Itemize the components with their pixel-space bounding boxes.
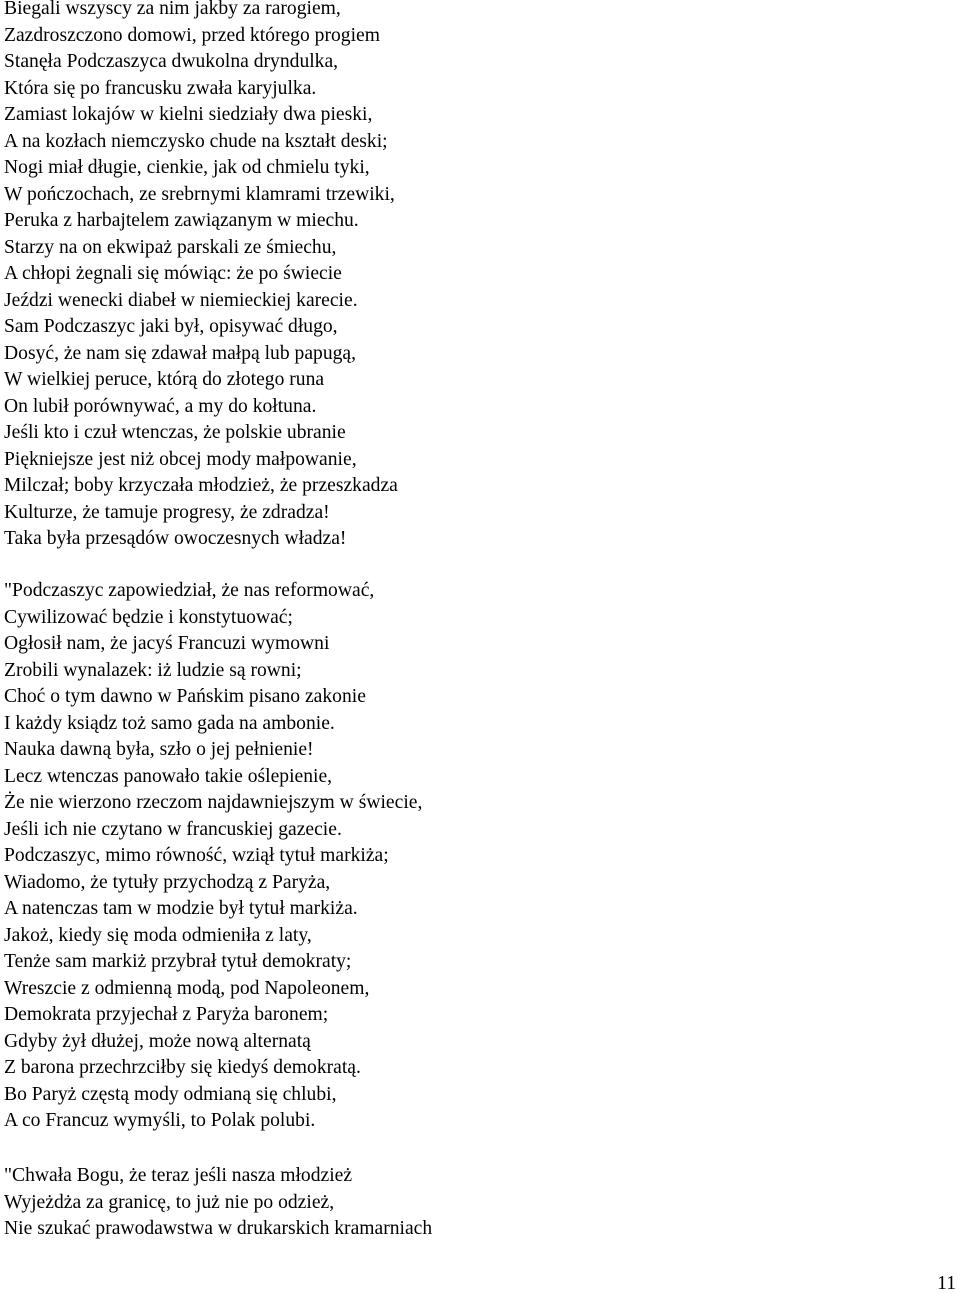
verse-line: Ogłosił nam, że jacyś Francuzi wymowni xyxy=(4,633,330,654)
verse-line: A chłopi żegnali się mówiąc: że po świecie xyxy=(4,263,342,284)
verse-line: Zamiast lokajów w kielni siedziały dwa pieski, xyxy=(4,104,373,125)
verse-line: Dosyć, że nam się zdawał małpą lub papugą, xyxy=(4,342,357,364)
verse-line: Jakoż, kiedy się moda odmieniła z laty, xyxy=(4,924,312,946)
verse-line: Nauka dawną była, szło o jej pełnienie! xyxy=(4,739,314,760)
verse-line: Nie szukać prawodawstwa w drukarskich kramarniach xyxy=(4,1218,433,1239)
verse-line: Że nie wierzono rzeczom najdawniejszym w świecie, xyxy=(4,792,423,813)
verse-line: "Podczaszyc zapowiedział, że nas reformować, xyxy=(4,580,375,601)
verse-line: "Chwała Bogu, że teraz jeśli nasza młodzież xyxy=(4,1165,353,1186)
verse-line: Demokrata przyjechał z Paryża baronem; xyxy=(4,1004,329,1025)
verse-line: Zrobili wynalazek: iż ludzie są rowni; xyxy=(4,659,302,681)
verse-line: Nogi miał długie, cienkie, jak od chmielu tyki, xyxy=(4,157,370,178)
verse-line: Wiadomo, że tytuły przychodzą z Paryża, xyxy=(4,871,331,893)
verse-line: Zazdroszczono domowi, przed którego progiem xyxy=(4,24,380,46)
verse-line: Bo Paryż częstą mody odmianą się chlubi, xyxy=(4,1083,337,1105)
verse-line: A natenczas tam w modzie był tytuł markiża. xyxy=(4,898,358,919)
verse-line: Wreszcie z odmienną modą, pod Napoleonem, xyxy=(4,977,370,999)
verse-line: On lubił porównywać, a my do kołtuna. xyxy=(4,395,317,417)
verse-line: Kulturze, że tamuje progresy, że zdradza! xyxy=(4,501,330,523)
stanza-2 xyxy=(4,578,422,1135)
verse-line: Biegali wszyscy za nim jakby za rarogiem, xyxy=(4,0,341,19)
page-number: 11 xyxy=(937,1273,956,1294)
verse-line: Sam Podczaszyc jaki był, opisywać długo, xyxy=(4,316,338,337)
verse-line: Lecz wtenczas panowało takie oślepienie, xyxy=(4,765,333,787)
verse-line: A co Francuz wymyśli, to Polak polubi. xyxy=(4,1110,316,1131)
verse-line: Piękniejsze jest niż obcej mody małpowanie, xyxy=(4,448,357,470)
verse-line: Podczaszyc, mimo równość, wziął tytuł markiża; xyxy=(4,845,389,866)
verse-line: A na kozłach niemczysko chude na kształt deski; xyxy=(4,130,388,152)
verse-line: Jeśli kto i czuł wtenczas, że polskie ubranie xyxy=(4,422,346,443)
verse-line: Taka była przesądów owoczesnych władza! xyxy=(4,528,347,549)
verse-line: Która się po francusku zwała karyjulka. xyxy=(4,77,317,99)
verse-line: Jeśli ich nie czytano w francuskiej gazecie. xyxy=(4,818,342,840)
verse-line: Jeździ wenecki diabeł w niemieckiej karecie. xyxy=(4,289,358,311)
verse-line: Peruka z harbajtelem zawiązanym w miechu. xyxy=(4,210,359,231)
stanza-1 xyxy=(4,0,398,553)
verse-line: Tenże sam markiż przybrał tytuł demokraty; xyxy=(4,951,352,972)
verse-line: W pończochach, ze srebrnymi klamrami trzewiki, xyxy=(4,183,395,205)
verse-line: I każdy ksiądz toż samo gada na ambonie. xyxy=(4,712,335,734)
verse-line: Milczał; boby krzyczała młodzież, że przeszkadza xyxy=(4,475,398,496)
verse-line: Wyjeżdża za granicę, to już nie po odzież, xyxy=(4,1191,335,1213)
verse-line: Starzy na on ekwipaż parskali ze śmiechu, xyxy=(4,236,337,258)
verse-line: Gdyby żył dłużej, może nową alternatą xyxy=(4,1030,311,1052)
verse-line: Cywilizować będzie i konstytuować; xyxy=(4,606,293,628)
verse-line: Stanęła Podczaszyca dwukolna dryndulka, xyxy=(4,51,339,72)
verse-line: Z barona przechrzciłby się kiedyś demokratą. xyxy=(4,1057,361,1078)
verse-line: Choć o tym dawno w Pańskim pisano zakonie xyxy=(4,686,366,707)
verse-line: W wielkiej peruce, którą do złotego runa xyxy=(4,369,325,390)
stanza-3 xyxy=(4,1163,432,1243)
